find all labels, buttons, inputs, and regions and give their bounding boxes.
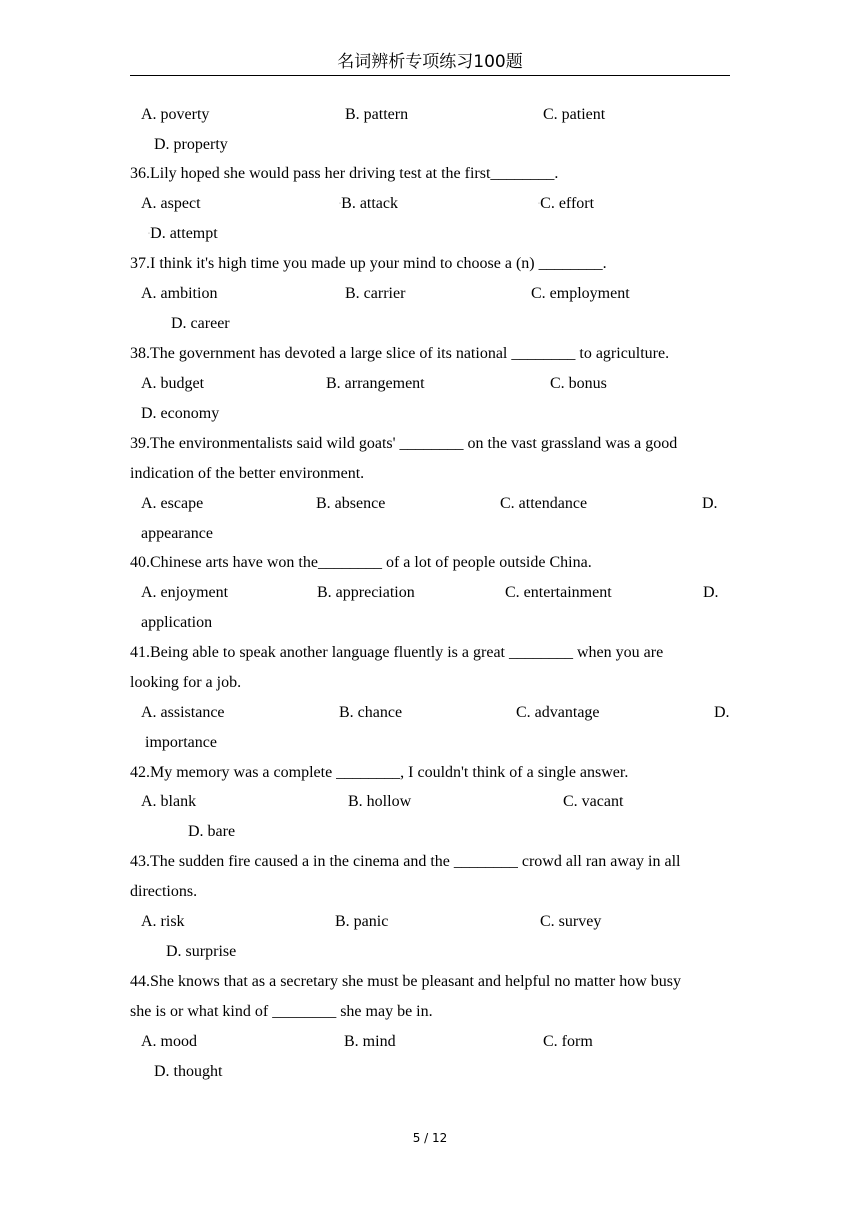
q38-option-a: A. budget [141,375,205,392]
q43-option-c: C. survey [540,913,602,930]
q38-option-d: D. economy [141,405,220,422]
q37-option-c: C. employment [531,285,630,302]
q36-option-a: A. aspect [141,195,201,212]
q39-option-b: B. absence [316,495,386,512]
q41-option-d-text: importance [145,734,217,751]
q44-option-c: C. form [543,1033,593,1050]
q37-option-b: B. carrier [345,285,406,302]
q42-option-c: C. vacant [563,793,624,810]
q37-stem: 37.I think it's high time you made up your mind to choose a (n) ________. [130,255,607,272]
q36-option-c [538,194,594,214]
q39-option-a: A. escape [141,495,204,512]
q40-option-d-letter: D. [703,584,719,601]
q42-option-b: B. hollow [348,793,412,810]
q38-option-b: B. arrangement [326,375,425,392]
q36-option-c-mark: ◦ [538,201,541,207]
q42-option-d: D. bare [188,823,236,840]
q38-stem: 38.The government has devoted a large slice of its national ________ to agriculture. [130,345,670,362]
q37-option-a: A. ambition [141,285,218,302]
q41-option-d-letter: D. [714,704,730,721]
q40-stem: 40.Chinese arts have won the________ of a lot of people outside China. [130,554,592,571]
q36-option-b-mark: ◦ [339,201,342,207]
q35-option-d: D. property [154,136,228,153]
q36-option-d-mark: ◦ [148,231,151,237]
q41-option-b: B. chance [339,704,403,721]
q37-option-d: D. career [171,315,230,332]
q42-option-a: A. blank [141,793,197,810]
q43-option-d: D. surprise [166,943,237,960]
q44-stem-line1: 44.She knows that as a secretary she must be pleasant and helpful no matter how busy [130,973,681,990]
q41-stem-line1: 41.Being able to speak another language fluently is a great ________ when you are [130,644,664,661]
q43-option-a: A. risk [141,913,185,930]
q38-option-c: C. bonus [550,375,607,392]
q43-stem-line2: directions. [130,883,198,900]
q39-stem-line1: 39.The environmentalists said wild goats' ________ on the vast grassland was a good [130,435,678,452]
q40-option-c: C. entertainment [505,584,612,601]
page-number: 5 / 12 [412,1131,448,1145]
page-header-title: 名词辨析专项练习100题 [337,52,523,72]
q41-stem-line2: looking for a job. [130,674,242,691]
q35-option-c: C. patient [543,106,606,123]
q39-option-c: C. attendance [500,495,588,512]
q40-option-b: B. appreciation [317,584,415,601]
q40-option-d-text: application [141,614,213,631]
header-divider [130,75,730,76]
q44-option-d: D. thought [154,1063,223,1080]
q36-stem: 36.Lily hoped she would pass her driving test at the first________. [130,165,559,182]
q36-option-d [148,224,218,244]
q43-option-b: B. panic [335,913,389,930]
q36-option-d-label: D. attempt [150,225,218,242]
q44-option-a: A. mood [141,1033,197,1050]
q44-stem-line2: she is or what kind of ________ she may be in. [130,1003,433,1020]
q36-option-b [339,194,398,214]
q39-stem-line2: indication of the better environment. [130,465,365,482]
q40-option-a: A. enjoyment [141,584,229,601]
q36-option-b-label: B. attack [341,195,399,212]
q41-option-c: C. advantage [516,704,600,721]
q41-option-a: A. assistance [141,704,225,721]
q36-option-c-label: C. effort [540,195,595,212]
q39-option-d-text: appearance [141,525,213,542]
q44-option-b: B. mind [344,1033,396,1050]
q35-option-a: A. poverty [141,106,210,123]
q42-stem: 42.My memory was a complete ________, I couldn't think of a single answer. [130,764,629,781]
q35-option-b: B. pattern [345,106,409,123]
q43-stem-line1: 43.The sudden fire caused a in the cinema and the ________ crowd all ran away in all [130,853,681,870]
q39-option-d-letter: D. [702,495,718,512]
